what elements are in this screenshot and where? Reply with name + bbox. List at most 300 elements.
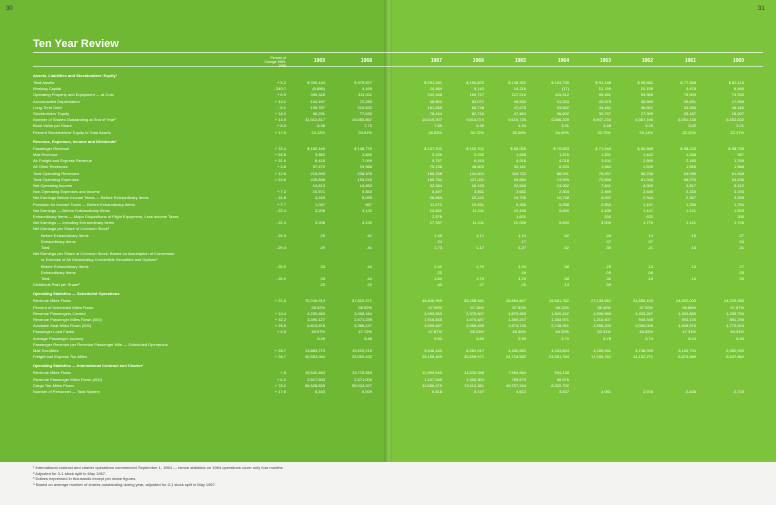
value-cell: 311,011 (358, 92, 372, 98)
value-cell: 2,553 (600, 201, 611, 207)
year-header: 1962 (641, 58, 653, 64)
value-cell: 957 (737, 152, 744, 157)
value-cell: $ 399,144 (307, 80, 325, 85)
table-row (0, 370, 776, 376)
table-row (0, 202, 776, 208)
value-cell: 66,238 (640, 170, 653, 176)
value-cell: 121,411 (469, 176, 484, 182)
value-cell: 43,832 (513, 98, 526, 104)
row-label: Book Value per Share (33, 123, 72, 129)
value-cell: 24.12% (311, 129, 325, 135)
footnote: ⁴ Based on average number of shares outstanding during year, adjusted for 3-1 stock split in May 1967. (33, 481, 216, 487)
pct-change-cell: + 3.8 (276, 164, 286, 170)
value-cell: 24,718,562 (505, 354, 526, 360)
value-cell: 215,693 (310, 170, 325, 176)
value-cell: $ 379,527 (354, 80, 372, 85)
value-cell: 5.74 (645, 335, 653, 341)
value-cell: 2,344 (642, 195, 653, 201)
value-cell: .33 (319, 263, 325, 269)
value-cell: .22 (436, 269, 442, 275)
table-row (0, 105, 776, 111)
value-cell: $ 95,881 (637, 80, 653, 85)
value-cell: 4.94 (518, 123, 526, 129)
value-cell: 945,945 (638, 317, 653, 322)
value-cell: 35,258,581 (463, 298, 484, 304)
value-cell: 9,853 (361, 189, 372, 195)
value-cell: 4,513 (515, 389, 526, 394)
value-cell: 35.08% (512, 129, 526, 135)
value-cell: 98.02% (311, 304, 325, 310)
value-cell: $ 77,558 (680, 80, 696, 85)
value-cell: 5,552,632 (726, 117, 744, 123)
value-cell: 3,390,127 (307, 317, 325, 322)
page-number-right: 31 (758, 6, 765, 12)
value-cell: 46,501 (640, 104, 653, 110)
value-cell: 2,682 (515, 189, 526, 195)
value-cell: 1,266 (685, 201, 696, 207)
value-cell: 26,661,782 (548, 298, 569, 304)
value-cell: 3,368,495 (466, 323, 484, 329)
value-cell: 55.25% (470, 329, 484, 335)
table-row (0, 189, 776, 195)
value-cell: 18,207 (731, 111, 744, 116)
row-label: Average Passenger Journey (33, 335, 84, 341)
value-cell: 78,144 (429, 111, 442, 116)
footnote: ³ Dollars expressed in thousands except per share figures. (33, 476, 137, 481)
value-cell: 1,560 (600, 164, 611, 170)
value-cell: $ 71,540 (595, 145, 611, 151)
value-cell: 10,748 (556, 195, 569, 201)
value-cell: 6,566,225 (551, 117, 569, 123)
value-cell: 1.70 (476, 276, 484, 281)
value-cell: 8,418 (314, 158, 325, 164)
value-cell: .35 (605, 245, 611, 250)
value-cell: 3,259 (733, 195, 744, 201)
value-cell: 27,133,661 (590, 298, 611, 304)
table-row (0, 317, 776, 323)
year-header: 1966 (472, 58, 484, 64)
value-cell: 73,330 (731, 92, 744, 98)
value-cell: .25 (520, 282, 526, 288)
value-cell: 5.69 (476, 335, 484, 341)
value-cell: 2,874,726 (508, 323, 526, 329)
row-label: Passenger Revenue (33, 145, 70, 151)
value-cell: 3,909,487 (424, 323, 442, 329)
value-cell: 30,181 (513, 164, 526, 170)
value-cell: $ 60,658 (637, 145, 653, 151)
value-cell: 94,985 (640, 92, 653, 98)
table-row (0, 99, 776, 105)
value-cell: 42,656,479 (421, 382, 442, 388)
value-cell: 3.91 (561, 123, 569, 129)
value-cell: 17,098,761 (590, 354, 611, 360)
table-row (0, 270, 776, 276)
value-cell: 1.42 (434, 263, 442, 269)
value-cell: 14,216 (513, 86, 526, 92)
value-cell: 2,375,607 (466, 310, 484, 316)
value-cell: 22.17% (730, 129, 744, 135)
value-cell: 5.59 (518, 335, 526, 341)
value-cell: 1,565 (685, 164, 696, 170)
value-cell: .40 (436, 282, 442, 288)
table-row (0, 377, 776, 383)
value-cell: 10,159 (640, 86, 653, 92)
row-label: Net Earnings per Share of Common Stock, Based on Assumption of Conversion (33, 251, 175, 257)
table-row (0, 264, 776, 270)
value-cell: 3,081 (600, 389, 611, 394)
value-cell: (5,856) (312, 86, 325, 92)
value-cell: 94,664 (513, 176, 526, 182)
table-row (0, 214, 776, 220)
row-label: All Other Revenues (33, 164, 68, 170)
row-label: Non-Operating Expenses and Income (33, 189, 100, 195)
value-cell: 47,464 (513, 111, 526, 116)
value-cell: 2,517,503 (307, 376, 325, 382)
value-cell: 3,206 (314, 207, 325, 213)
pct-change-cell: - 29.3 (275, 245, 286, 250)
value-cell: 1.04 (518, 263, 526, 269)
value-cell: 7.72 (364, 123, 372, 129)
value-cell: 52.31% (597, 329, 611, 335)
value-cell: 62,716 (471, 111, 484, 116)
value-cell: 9,814,074 (466, 117, 484, 123)
row-label: Revenue Miles Flown (33, 370, 72, 376)
value-cell: 73,613,361 (463, 382, 484, 388)
pct-change-cell: - 25.0 (275, 263, 286, 269)
value-cell: 40,875 (598, 98, 611, 104)
value-cell: 169,727 (469, 92, 484, 98)
value-cell: 3,193 (733, 189, 744, 195)
value-cell: 759,679 (511, 376, 526, 382)
table-row (0, 164, 776, 170)
value-cell: 4,430,853 (508, 348, 526, 353)
value-cell: 11,211 (472, 207, 484, 213)
value-cell: 19,966 (359, 164, 372, 170)
value-cell: 20,484 (429, 86, 442, 92)
value-cell: 1.27 (518, 245, 526, 250)
value-cell: 97.57% (730, 304, 744, 310)
value-cell: 49,757,244 (505, 382, 526, 388)
value-cell: .20 (366, 282, 372, 288)
value-cell: 5,690 (558, 207, 569, 213)
value-cell: $ 138,770 (354, 145, 372, 151)
value-cell: 11,572 (430, 201, 442, 207)
value-cell: 1,588 (733, 164, 744, 170)
value-cell: 4,243,824 (551, 348, 569, 353)
value-cell: 1,365,304 (466, 376, 484, 382)
page-title: Ten Year Review (33, 38, 119, 50)
value-cell: .05 (605, 269, 611, 275)
value-cell: 23,561,784 (548, 354, 569, 360)
value-cell: 22,142 (471, 195, 484, 201)
value-cell: 57,820,371 (351, 298, 372, 304)
value-cell: 33,566 (683, 104, 696, 110)
value-cell: .41 (366, 245, 372, 250)
value-cell: 5,690 (558, 220, 569, 226)
value-cell: 5.78 (603, 335, 611, 341)
row-label: Passenger Load Factor (33, 329, 75, 335)
table-row (0, 183, 776, 189)
value-cell: 14,661 (429, 207, 442, 213)
table-row (0, 208, 776, 214)
table-row (0, 239, 776, 245)
row-label: Net Earnings — Including Extraordinary Items (33, 220, 115, 226)
row-label: Total Operating Expenses (33, 176, 79, 182)
row-label: Net Operating Income (33, 183, 73, 188)
value-cell: 17,337 (429, 220, 442, 226)
value-cell: .04 (738, 238, 744, 244)
value-cell: .14 (647, 232, 653, 238)
row-label: Net Earnings Before Income Taxes — Before Extraordinary Items (33, 195, 149, 201)
value-cell: 26,193 (471, 183, 484, 188)
value-cell: .21 (647, 245, 653, 250)
value-cell: 6,351,148 (678, 117, 696, 123)
value-cell: 9,356 (515, 201, 526, 207)
pct-change-cell: - 29.3 (275, 232, 286, 238)
value-cell: 34,461 (598, 104, 611, 110)
value-cell: 11,102,271 (633, 354, 653, 360)
value-cell: .44 (366, 276, 372, 281)
table-row (0, 123, 776, 129)
value-cell: $ 185,169 (307, 145, 325, 151)
year-header: 1961 (684, 58, 696, 64)
value-cell: 3.02 (688, 123, 696, 129)
value-cell: 1.64 (434, 276, 442, 281)
value-cell: 34.95% (555, 129, 569, 135)
value-cell: 530 (604, 214, 611, 219)
value-cell: 47,675 (513, 104, 526, 110)
value-cell: .13 (647, 263, 653, 269)
value-cell: .07 (605, 238, 611, 244)
value-cell: $ 190,823 (466, 80, 484, 85)
value-cell: 8,874,969 (678, 354, 696, 360)
row-label: Total Assets (33, 80, 55, 85)
pct-change-cell: + 24.6 (274, 176, 286, 182)
table-row (0, 233, 776, 239)
value-cell: 242,948 (427, 92, 442, 98)
value-cell: 57,470 (312, 164, 325, 170)
pct-change-cell: + 44.1 (274, 98, 286, 104)
value-cell: 1,074,487 (466, 317, 484, 322)
value-cell: 395,326 (310, 92, 325, 98)
value-cell: 1,304,855 (678, 310, 696, 316)
value-cell: 98.12% (555, 304, 569, 310)
value-cell: 151,265 (427, 104, 442, 110)
value-cell: .30 (605, 276, 611, 281)
table-row (0, 311, 776, 317)
value-cell: 13,883,273 (304, 348, 325, 353)
value-cell: $ 137,102 (424, 145, 442, 151)
value-cell: 5,386,247 (354, 323, 372, 329)
value-cell: 4,239,663 (307, 310, 325, 316)
value-cell: .29 (319, 245, 325, 250)
value-cell: 4,900 (642, 183, 653, 188)
value-cell: 2,828 (685, 389, 696, 394)
pct-change-cell: + 24.0 (274, 111, 286, 116)
value-cell: 11,512,817 (305, 117, 325, 123)
value-cell: 24,602,003 (675, 298, 696, 304)
table-row (0, 220, 776, 226)
value-cell: 967 (365, 201, 372, 207)
value-cell: 12,789 (598, 86, 611, 92)
row-label: or Exercise of All Outstanding Convertible Securities and Options³ (41, 257, 158, 263)
value-cell: 96.85% (682, 304, 696, 310)
row-label: Working Capital (33, 86, 62, 92)
value-cell: 1,121 (685, 207, 696, 213)
value-cell: 97.09% (428, 304, 442, 310)
value-cell: 4,918 (515, 158, 526, 164)
value-cell: 12,059 (513, 220, 526, 226)
pct-change-cell: + 25.5 (274, 323, 286, 329)
value-cell: .05 (605, 282, 611, 288)
value-cell: 4,676 (685, 86, 696, 92)
value-cell: .58 (563, 276, 569, 281)
value-cell: .27 (738, 263, 744, 269)
pct-change-cell: + 12.8 (274, 170, 286, 176)
table-row (0, 389, 776, 395)
value-cell: 8,163 (314, 389, 325, 394)
value-cell: 11,211 (472, 220, 484, 226)
value-cell: 6,929 (361, 389, 372, 394)
value-cell: 2,160 (685, 158, 696, 164)
value-cell: 8.36 (317, 123, 325, 129)
value-cell: 186,158 (427, 170, 442, 176)
row-label: Before Extraordinary Items (41, 232, 89, 238)
value-cell: 6,490 (733, 86, 744, 92)
value-cell: 3,611 (601, 158, 611, 164)
value-cell: 65,748 (471, 104, 484, 110)
value-cell: 5,293 (558, 164, 569, 170)
value-cell: 4,132 (361, 207, 372, 213)
value-cell: 3,093,963 (424, 310, 442, 316)
value-cell: $ 91,148 (595, 80, 611, 85)
pct-change-cell: + 55.6 (274, 152, 286, 157)
value-cell: .07 (647, 238, 653, 244)
value-cell: 1,376 (558, 152, 569, 157)
row-label: Revenue Passenger Miles Flown (000) (33, 376, 102, 382)
value-cell: 1,197 (642, 201, 653, 207)
value-cell: 2,830 (361, 152, 372, 157)
value-cell: 1.17 (476, 245, 484, 250)
value-cell: 3.48 (603, 123, 611, 129)
row-label: Total Operating Revenues (33, 170, 80, 176)
table-row (0, 298, 776, 304)
value-cell: 29,158,499 (421, 354, 442, 360)
value-cell: 1,390,247 (508, 317, 526, 322)
value-cell: .20 (319, 282, 325, 288)
value-cell: 36,602 (556, 111, 569, 116)
value-cell: 61,548 (731, 170, 744, 176)
value-cell: .41 (366, 232, 372, 238)
value-cell: 155,784 (427, 176, 442, 182)
value-cell: 1,916,835 (424, 317, 442, 322)
value-cell: 1.10 (518, 232, 526, 238)
value-cell: 3.31 (736, 123, 744, 129)
section-heading-row (0, 73, 776, 79)
value-cell: 3,154,734 (678, 348, 696, 353)
value-cell: 46,846,999 (421, 298, 442, 304)
value-cell: 104,187 (310, 98, 325, 104)
value-cell: 9,615,726 (508, 117, 526, 123)
value-cell: 1,147 (642, 207, 653, 213)
value-cell: 66,976 (556, 376, 569, 382)
pct-change-cell: + 24.4 (274, 310, 286, 316)
value-cell: .13 (690, 263, 696, 269)
value-cell: 3,852 (314, 152, 325, 157)
value-cell: 2,439 (600, 207, 611, 213)
year-header: 1965 (514, 58, 526, 64)
row-label: Revenue Passenger Miles Flown (000) (33, 317, 102, 322)
value-cell: 49.67% (311, 329, 325, 335)
value-cell: .29 (319, 232, 325, 238)
value-cell: 14,813 (312, 183, 325, 188)
value-cell: 63,096 (683, 170, 696, 176)
pct-change-cell: + 7.7 (276, 201, 286, 207)
table-row (0, 251, 776, 257)
table-row (0, 383, 776, 389)
value-cell: 5,757 (431, 158, 442, 164)
value-cell: 6,813,878 (307, 323, 325, 329)
value-cell: 12,909,543 (421, 370, 442, 376)
value-cell: 53,071 (471, 98, 484, 104)
value-cell: 7.80 (434, 123, 442, 129)
value-cell: 24,658,103 (632, 298, 653, 304)
section-title: Assets, Liabilities and Stockholders' Equity¹ (33, 73, 118, 78)
value-cell: 1.70 (476, 263, 484, 269)
value-cell: 4,932 (600, 195, 611, 201)
row-label: Air Freight and Express Revenue (33, 158, 92, 164)
value-cell: 70,846 (598, 176, 611, 182)
value-cell: 5,058 (558, 201, 569, 207)
pct-change-cell: + 6.2 (276, 376, 286, 382)
year-header: 1960 (732, 58, 744, 64)
value-cell: 2,367 (685, 195, 696, 201)
value-cell: 1,600,442 (551, 310, 569, 316)
table-row (0, 80, 776, 86)
value-cell: 1,870,965 (508, 310, 526, 316)
value-cell: 78,267 (598, 170, 611, 176)
value-cell: .13 (563, 282, 569, 288)
pct-change-cell: + 21.5 (274, 298, 286, 304)
value-cell: .33 (319, 276, 325, 281)
value-cell: 98,528,835 (304, 382, 325, 388)
value-cell: 10,015,307 (421, 117, 442, 123)
value-cell: 61,048 (640, 176, 653, 182)
value-cell: 1,696,969 (593, 310, 611, 316)
value-cell: 7,401 (600, 183, 611, 188)
section-title: Operating Statistics — Scheduled Operations (33, 291, 120, 297)
row-label: Dividends Paid per Share² (33, 282, 80, 288)
row-label: Operating Property and Equipment — at Cost (33, 92, 114, 98)
value-cell: 97.20% (639, 304, 653, 310)
value-cell: .27 (478, 282, 484, 288)
row-label: Cargo Ton-Miles Flown (33, 382, 74, 388)
value-cell: 115,312 (554, 92, 569, 98)
value-cell: 48,803 (471, 164, 484, 170)
table-row (0, 348, 776, 354)
value-cell: 97.16% (470, 304, 484, 310)
value-cell: 5,197 (473, 389, 484, 394)
value-cell: 32.32% (682, 129, 696, 135)
value-cell: 72,283 (359, 98, 372, 104)
table-row (0, 354, 776, 360)
value-cell: 3,206 (314, 220, 325, 226)
value-cell: 2,362,040 (726, 348, 744, 353)
value-cell: .62 (563, 245, 569, 250)
value-cell: 48,801 (429, 98, 442, 104)
value-cell: 34.72% (470, 129, 484, 135)
table-row (0, 245, 776, 251)
